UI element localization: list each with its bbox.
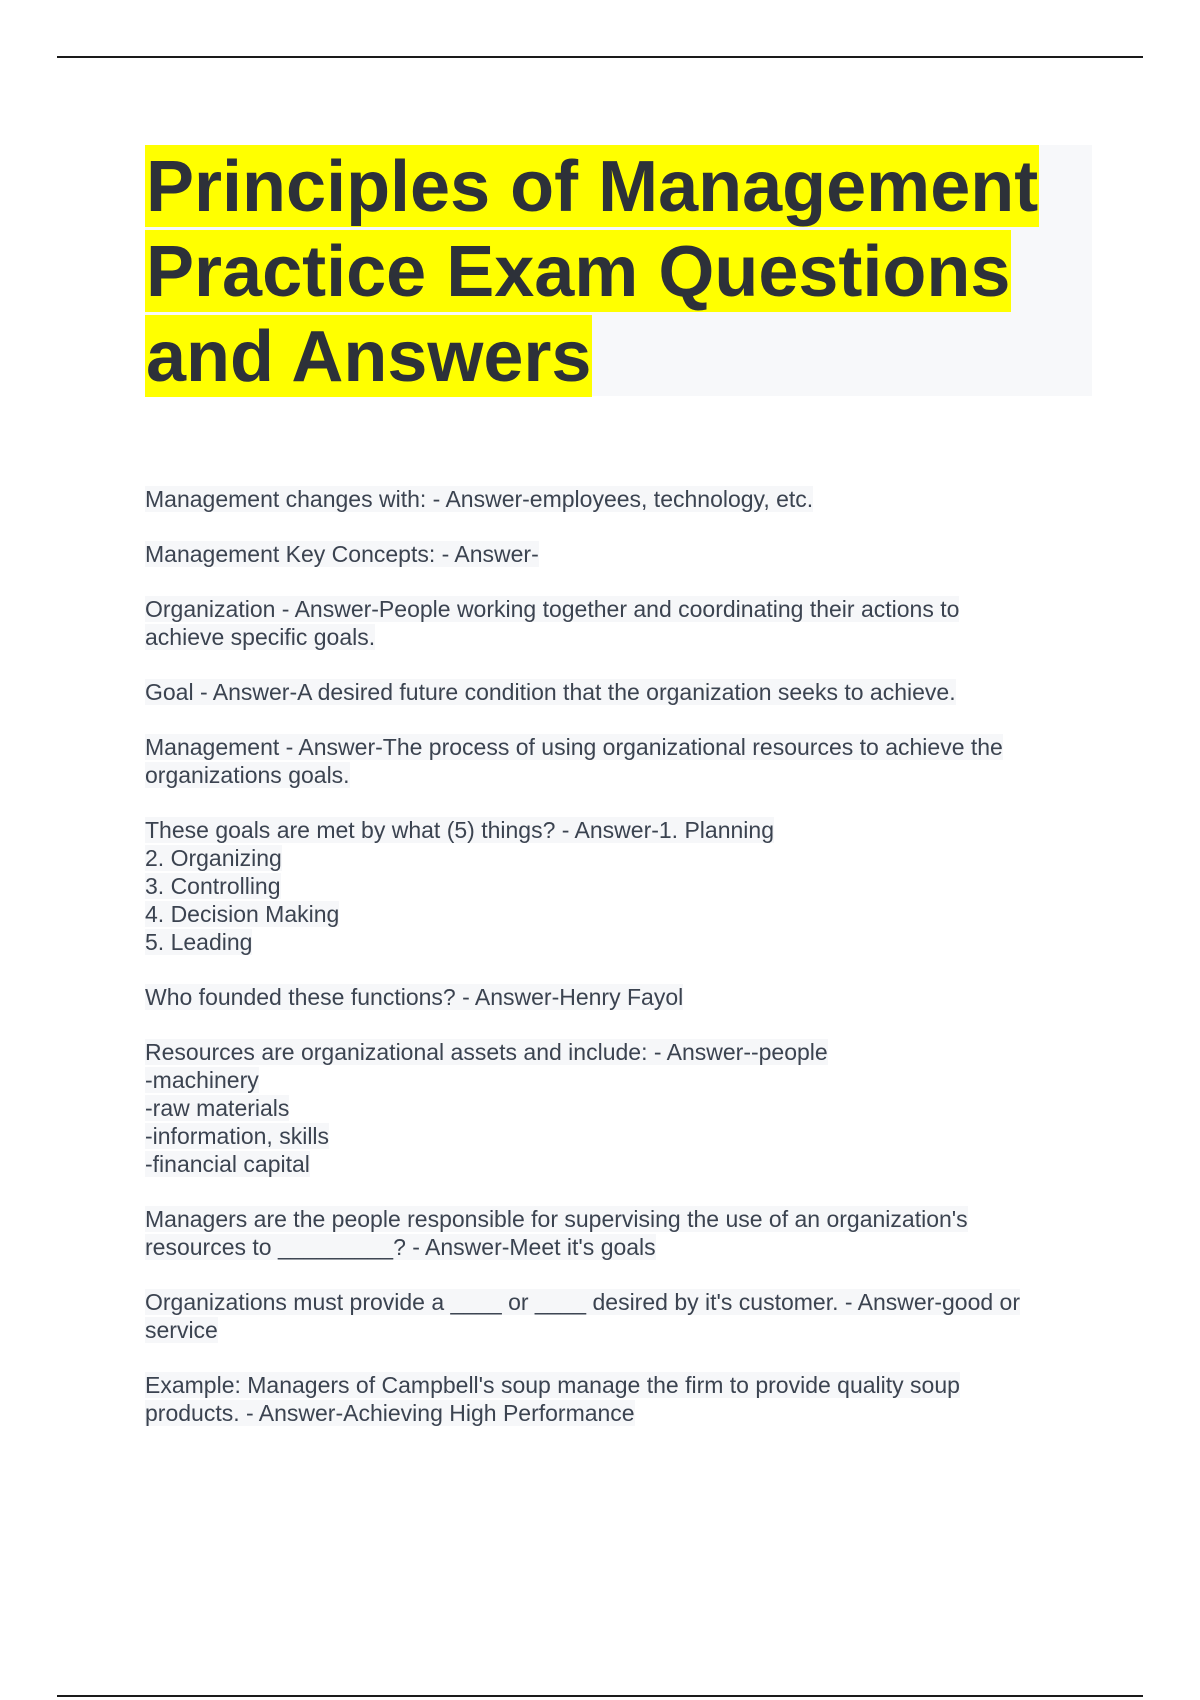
- title-line-1: Principles of Management: [146, 147, 1039, 227]
- page-title: [145, 145, 1092, 400]
- qa-item: [145, 540, 1095, 568]
- qa-text: Resources are organizational assets and include: - Answer--people: [145, 1039, 828, 1065]
- qa-line: [145, 844, 1095, 872]
- qa-text: Goal - Answer-A desired future condition that the organization seeks to achieve.: [145, 679, 956, 705]
- qa-text: Management Key Concepts: - Answer-: [145, 541, 539, 567]
- qa-text: 3. Controlling: [145, 873, 281, 899]
- qa-line: [145, 1066, 1095, 1094]
- qa-text: Managers are the people responsible for supervising the use of an organization's: [145, 1206, 968, 1232]
- top-rule: [57, 56, 1143, 58]
- qa-item: [145, 1205, 1095, 1261]
- qa-line: [145, 1316, 1095, 1344]
- qa-line: [145, 983, 1095, 1011]
- qa-text: Organizations must provide a ____ or ____ desired by it's customer. - Answer-good or: [145, 1289, 1021, 1315]
- qa-text: 5. Leading: [145, 929, 253, 955]
- qa-line: [145, 1150, 1095, 1178]
- qa-text: Management changes with: - Answer-employees, technology, etc.: [145, 486, 814, 512]
- qa-text: Organization - Answer-People working together and coordinating their actions to: [145, 596, 960, 622]
- qa-line: [145, 1233, 1095, 1261]
- qa-item: [145, 733, 1095, 789]
- qa-text: -information, skills: [145, 1123, 330, 1149]
- qa-item: [145, 983, 1095, 1011]
- title-block: [145, 145, 1092, 396]
- title-line-3: and Answers: [146, 317, 592, 397]
- qa-line: [145, 816, 1095, 844]
- qa-item: [145, 1371, 1095, 1427]
- qa-line: [145, 540, 1095, 568]
- qa-text: These goals are met by what (5) things? - Answer-1. Planning: [145, 817, 774, 843]
- qa-text: products. - Answer-Achieving High Performance: [145, 1400, 635, 1426]
- qa-line: [145, 1399, 1095, 1427]
- qa-line: [145, 1371, 1095, 1399]
- qa-text: -machinery: [145, 1067, 259, 1093]
- qa-text: Example: Managers of Campbell's soup manage the firm to provide quality soup: [145, 1372, 960, 1398]
- qa-line: [145, 872, 1095, 900]
- qa-list: [145, 485, 1095, 1454]
- title-line-2: Practice Exam Questions: [146, 232, 1011, 312]
- qa-item: [145, 678, 1095, 706]
- qa-line: [145, 733, 1095, 761]
- qa-item: [145, 595, 1095, 651]
- qa-line: [145, 928, 1095, 956]
- qa-text: Who founded these functions? - Answer-Henry Fayol: [145, 984, 684, 1010]
- qa-line: [145, 485, 1095, 513]
- qa-line: [145, 900, 1095, 928]
- qa-text: 4. Decision Making: [145, 901, 340, 927]
- qa-text: resources to _________? - Answer-Meet it's goals: [145, 1234, 656, 1260]
- qa-text: service: [145, 1317, 218, 1343]
- qa-item: [145, 1038, 1095, 1178]
- qa-text: 2. Organizing: [145, 845, 282, 871]
- qa-item: [145, 816, 1095, 956]
- qa-line: [145, 1205, 1095, 1233]
- qa-item: [145, 485, 1095, 513]
- qa-line: [145, 1288, 1095, 1316]
- qa-item: [145, 1288, 1095, 1344]
- qa-text: -raw materials: [145, 1095, 290, 1121]
- qa-line: [145, 761, 1095, 789]
- bottom-rule: [57, 1695, 1143, 1697]
- qa-line: [145, 623, 1095, 651]
- qa-text: organizations goals.: [145, 762, 350, 788]
- qa-line: [145, 1094, 1095, 1122]
- qa-line: [145, 1122, 1095, 1150]
- qa-line: [145, 595, 1095, 623]
- qa-line: [145, 678, 1095, 706]
- qa-line: [145, 1038, 1095, 1066]
- qa-text: -financial capital: [145, 1151, 310, 1177]
- qa-text: Management - Answer-The process of using organizational resources to achieve the: [145, 734, 1003, 760]
- qa-text: achieve specific goals.: [145, 624, 376, 650]
